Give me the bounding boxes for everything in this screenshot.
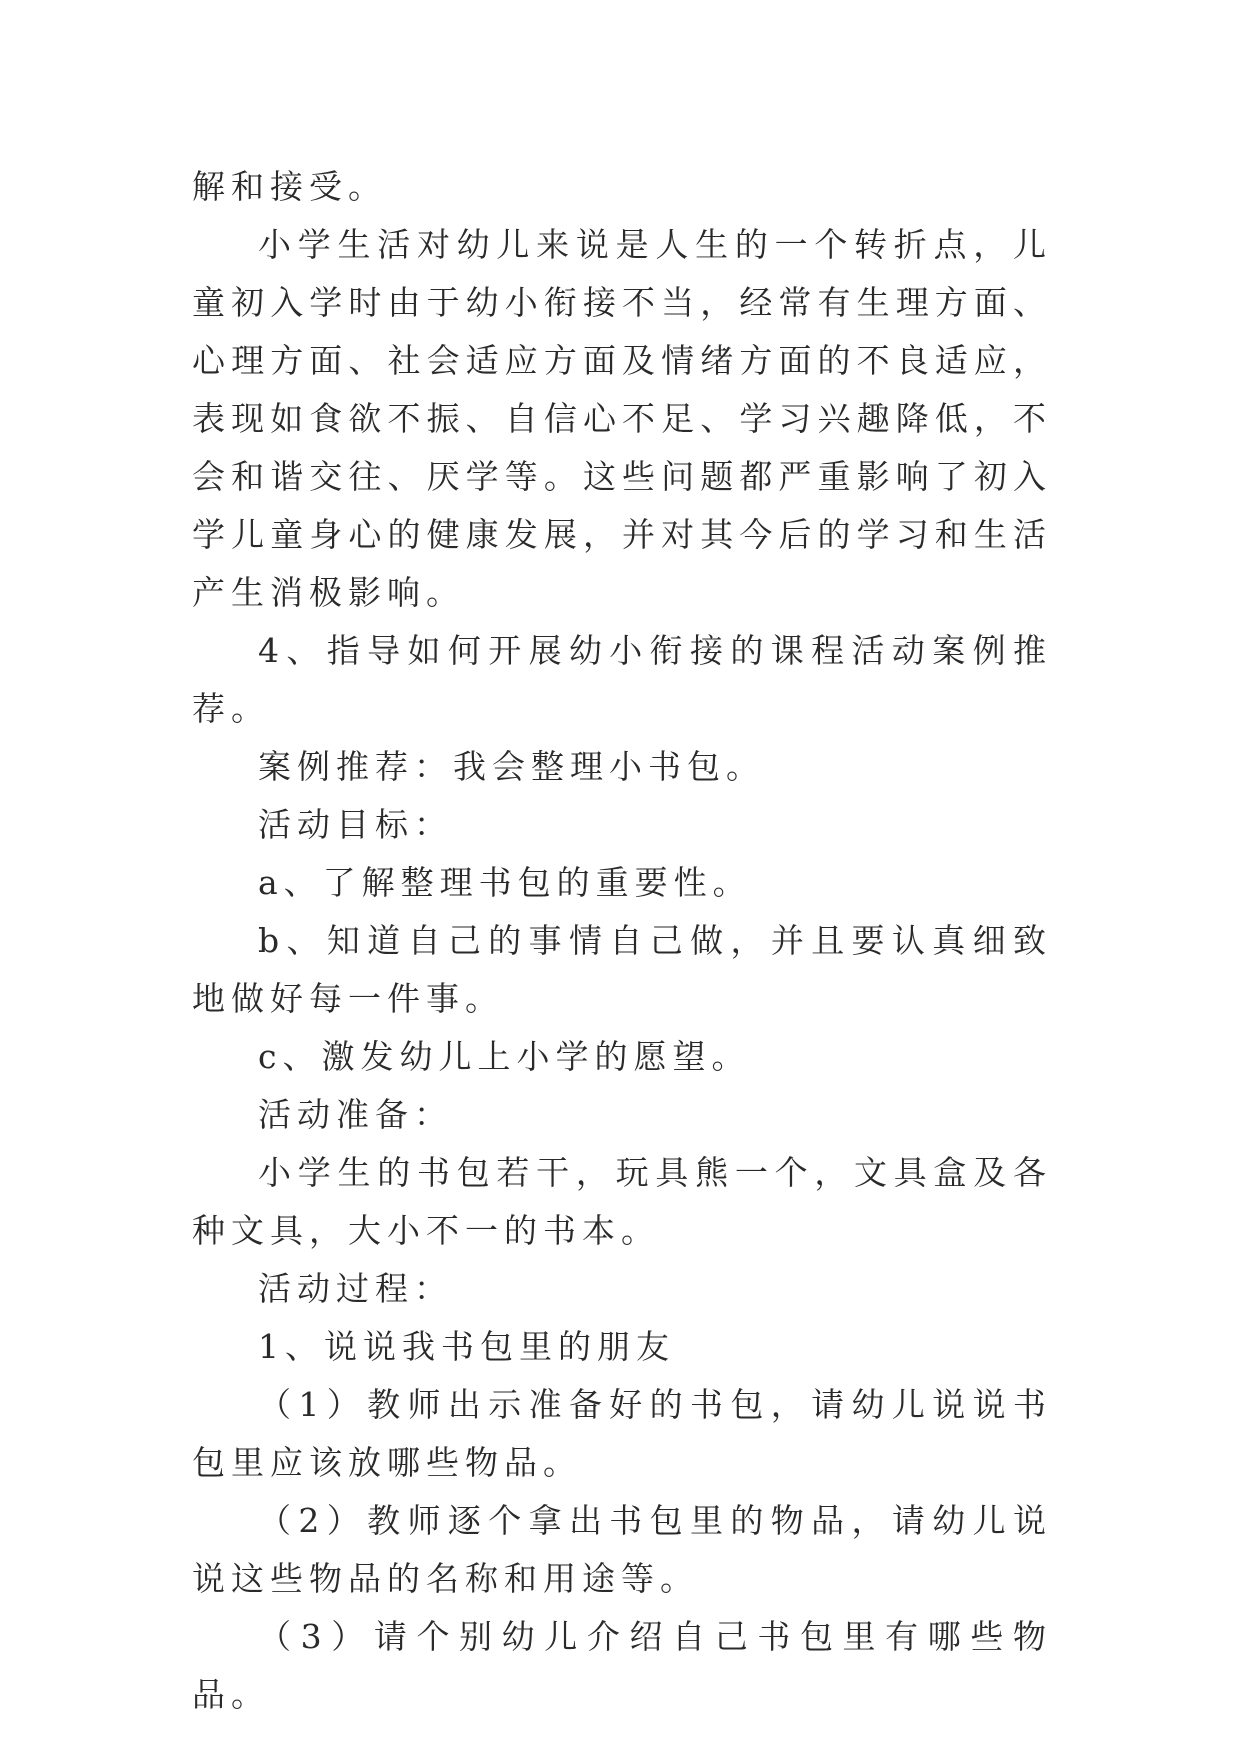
list-item: a、了解整理书包的重要性。 [258, 863, 752, 902]
list-item: （1）教师出示准备好的书包，请幼儿说说书包里应该放哪些物品。 [192, 1385, 1052, 1482]
paragraph: 解和接受。 [192, 167, 387, 206]
list-item: c、激发幼儿上小学的愿望。 [258, 1037, 751, 1076]
section-heading: 活动过程： [258, 1269, 453, 1308]
paragraph: 4、指导如何开展幼小衔接的课程活动案例推荐。 [192, 631, 1052, 728]
paragraph: 小学生的书包若干，玩具熊一个，文具盒及各种文具，大小不一的书本。 [192, 1153, 1052, 1250]
section-heading: 活动准备： [258, 1095, 453, 1134]
list-item: （2）教师逐个拿出书包里的物品，请幼儿说说这些物品的名称和用途等。 [192, 1501, 1052, 1598]
paragraph: 案例推荐：我会整理小书包。 [258, 747, 765, 786]
list-item: 1、说说我书包里的朋友 [258, 1327, 675, 1366]
document-body [192, 158, 1052, 1724]
list-item: b、知道自己的事情自己做，并且要认真细致地做好每一件事。 [192, 921, 1052, 1018]
paragraph: 小学生活对幼儿来说是人生的一个转折点，儿童初入学时由于幼小衔接不当，经常有生理方面、心理方面、社会适应方面及情绪方面的不良适应，表现如食欲不振、自信心不足、学习兴趣降低，不会和谐交往、厌学等。这些问题都严重影响了初入学儿童身心的健康发展，并对其今后的学习和生活产生消极影响。 [192, 225, 1052, 612]
section-heading: 活动目标： [258, 805, 453, 844]
list-item: （3）请个别幼儿介绍自己书包里有哪些物品。 [192, 1617, 1052, 1714]
